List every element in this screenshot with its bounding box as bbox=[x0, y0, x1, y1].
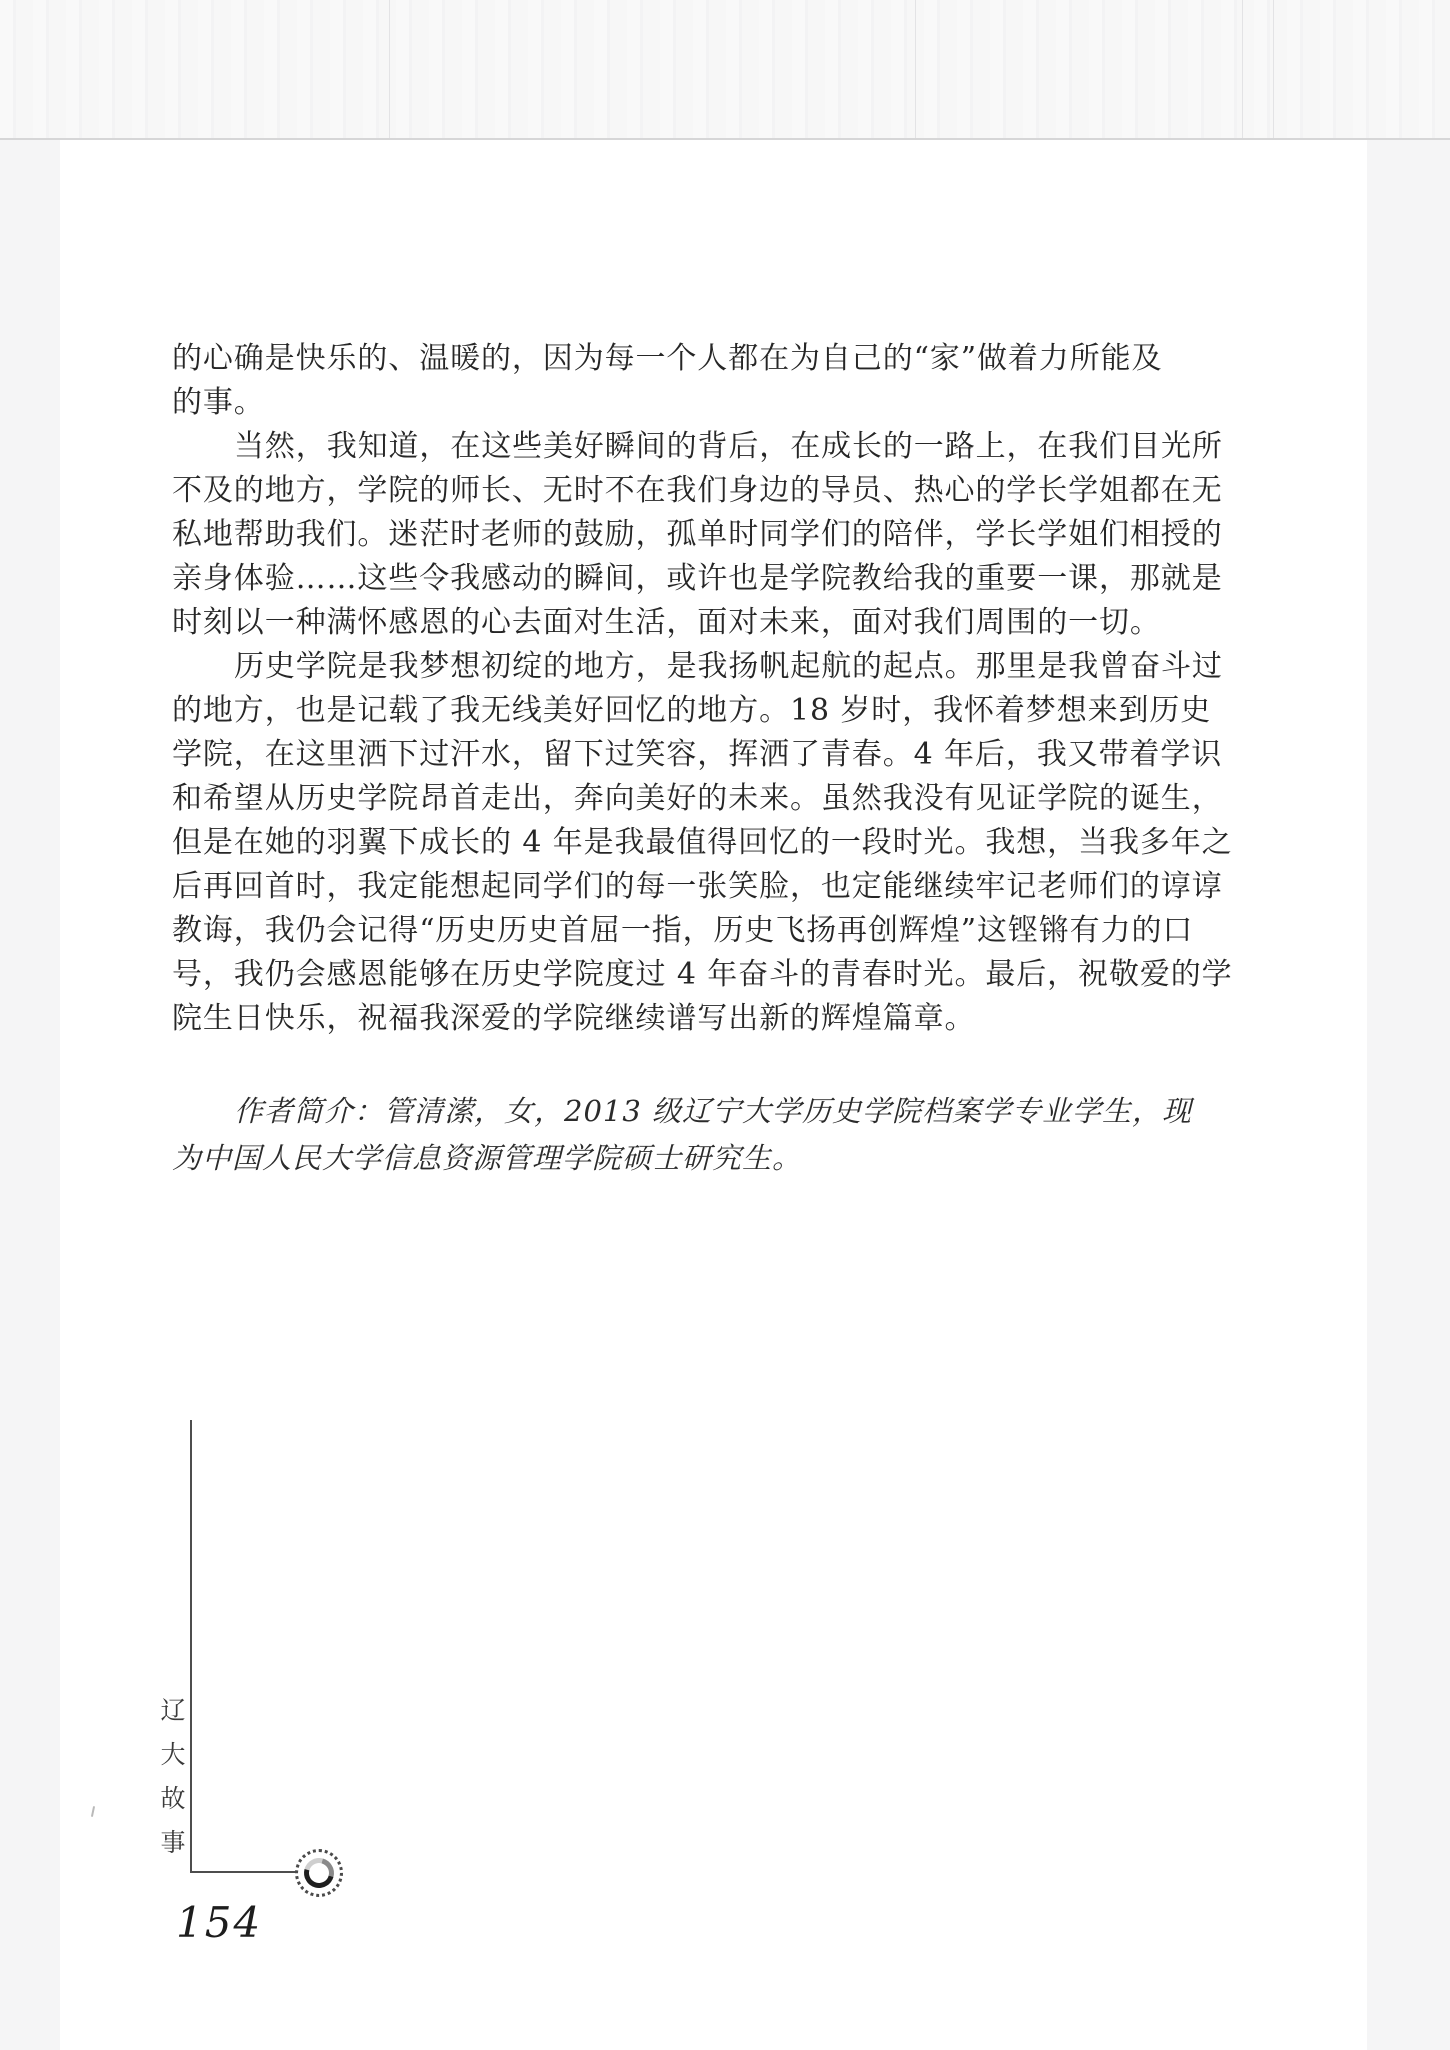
series-label bbox=[158, 1698, 188, 1855]
scan-streak bbox=[1273, 0, 1274, 138]
series-label-char: 故 bbox=[160, 1784, 186, 1813]
body-text-line: 的事。 bbox=[172, 385, 265, 420]
body-text-line: 后再回首时，我定能想起同学们的每一张笑脸，也定能继续牢记老师们的谆谆 bbox=[172, 869, 1223, 904]
body-text-line: 历史学院是我梦想初绽的地方，是我扬帆起航的起点。那里是我曾奋斗过 bbox=[234, 649, 1223, 684]
bio-text-line: 为中国人民大学信息资源管理学院硕士研究生。 bbox=[172, 1141, 803, 1175]
series-label-char: 大 bbox=[160, 1740, 186, 1769]
body-text-line: 不及的地方，学院的师长、无时不在我们身边的导员、热心的学长学姐都在无 bbox=[172, 473, 1223, 508]
body-text-line: 号，我仍会感恩能够在历史学院度过 4 年奋斗的青春时光。最后，祝敬爱的学 bbox=[172, 957, 1233, 992]
body-text-block bbox=[172, 337, 1292, 1041]
scan-streak bbox=[1242, 0, 1243, 138]
scan-edge-band bbox=[0, 0, 1450, 140]
body-text-line: 院生日快乐，祝福我深爱的学院继续谱写出新的辉煌篇章。 bbox=[172, 1001, 976, 1036]
footer-horizontal-rule bbox=[190, 1871, 296, 1873]
scan-streak bbox=[915, 0, 916, 138]
university-seal-icon bbox=[295, 1849, 343, 1897]
body-text-line: 但是在她的羽翼下成长的 4 年是我最值得回忆的一段时光。我想，当我多年之 bbox=[172, 825, 1233, 860]
series-label-char: 事 bbox=[160, 1828, 186, 1857]
footer-vertical-rule bbox=[190, 1420, 192, 1873]
body-text-line: 教诲，我仍会记得“历史历史首屈一指，历史飞扬再创辉煌”这铿锵有力的口 bbox=[172, 913, 1194, 948]
seal-crescent bbox=[299, 1853, 340, 1894]
body-text-line: 的心确是快乐的、温暖的，因为每一个人都在为自己的“家”做着力所能及 bbox=[172, 341, 1163, 376]
scan-streak bbox=[389, 0, 390, 138]
series-label-char: 辽 bbox=[160, 1696, 186, 1725]
body-text-line: 亲身体验……这些令我感动的瞬间，或许也是学院教给我的重要一课，那就是 bbox=[172, 561, 1223, 596]
body-text-line: 的地方，也是记载了我无线美好回忆的地方。18 岁时，我怀着梦想来到历史 bbox=[172, 693, 1212, 728]
page-number: 154 bbox=[176, 1898, 263, 1947]
body-text-line: 学院，在这里洒下过汗水，留下过笑容，挥洒了青春。4 年后，我又带着学识 bbox=[172, 737, 1223, 772]
body-text-line: 私地帮助我们。迷茫时老师的鼓励，孤单时同学们的陪伴，学长学姐们相授的 bbox=[172, 517, 1223, 552]
body-text-line: 当然，我知道，在这些美好瞬间的背后，在成长的一路上，在我们目光所 bbox=[234, 429, 1223, 464]
body-text-line: 和希望从历史学院昂首走出，奔向美好的未来。虽然我没有见证学院的诞生， bbox=[172, 781, 1223, 816]
bio-text-line: 作者简介：管清潆，女，2013 级辽宁大学历史学院档案学专业学生，现 bbox=[234, 1094, 1193, 1128]
author-bio-block bbox=[172, 1088, 1292, 1182]
body-text-line: 时刻以一种满怀感恩的心去面对生活，面对未来，面对我们周围的一切。 bbox=[172, 605, 1161, 640]
